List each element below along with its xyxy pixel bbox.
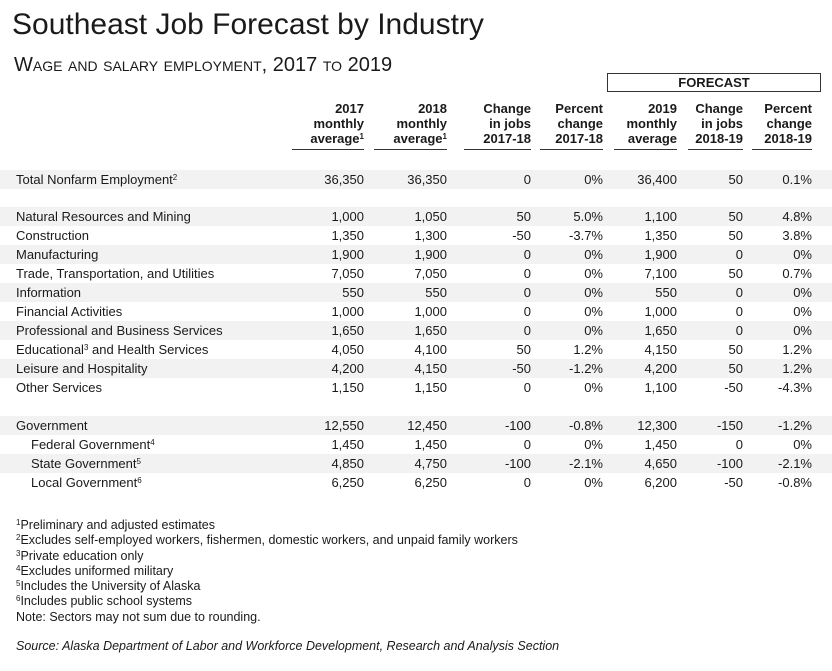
- row-label: [16, 378, 102, 397]
- footnote-marker: 4: [16, 563, 21, 573]
- footnote-text: Includes the University of Alaska: [20, 579, 201, 594]
- table-cell: -50: [512, 228, 531, 243]
- table-cell: 0: [523, 304, 531, 319]
- table-row: [0, 473, 832, 492]
- footnote-text: Preliminary and adjusted estimates: [20, 518, 215, 532]
- table-cell: 0%: [584, 172, 603, 187]
- footnote-marker: 1: [442, 132, 447, 141]
- row-label: [31, 473, 142, 492]
- footnotes: [16, 518, 518, 625]
- table-cell: -2.1%: [569, 456, 603, 471]
- table-cell: 1,650: [331, 323, 364, 338]
- column-header-underline: [752, 149, 812, 150]
- column-header-line: average$^1$: [310, 131, 364, 146]
- table-cell: 4,200: [644, 361, 677, 376]
- table-cell: 4,150: [644, 342, 677, 357]
- row-label-text: Other Services: [16, 380, 102, 395]
- column-header-underline: [464, 149, 531, 150]
- table-cell: 1,000: [331, 304, 364, 319]
- table-cell: 7,050: [331, 266, 364, 281]
- column-header-line: Change: [483, 101, 531, 116]
- table-cell: 0: [735, 323, 743, 338]
- column-header-line: average$^1$: [393, 131, 447, 146]
- table-cell: 12,550: [324, 418, 364, 433]
- column-header: [750, 101, 812, 146]
- table-cell: 4.8%: [782, 209, 812, 224]
- footnote-marker: 5: [136, 457, 141, 466]
- footnote-text: Private education only: [20, 548, 144, 563]
- table-cell: 1,900: [331, 247, 364, 262]
- table-cell: 550: [425, 285, 447, 300]
- row-label: [16, 416, 88, 435]
- table-cell: 36,350: [324, 172, 364, 187]
- table-cell: 0.7%: [782, 266, 812, 281]
- column-header-line: average: [627, 131, 677, 146]
- table-cell: 50: [516, 342, 531, 357]
- row-label-text: Financial Activities: [16, 304, 123, 319]
- table-cell: 0: [735, 247, 743, 262]
- table-row: [0, 435, 832, 454]
- table-cell: 1,100: [644, 209, 677, 224]
- column-header-line: Change: [695, 101, 743, 116]
- table-cell: 1,300: [414, 228, 447, 243]
- footnote: [16, 518, 518, 533]
- footnote-marker: 1: [16, 518, 21, 527]
- row-label-text: Construction: [16, 228, 89, 243]
- table-cell: 550: [655, 285, 677, 300]
- column-header: [290, 101, 364, 146]
- table-cell: 50: [728, 228, 743, 243]
- table-cell: 50: [728, 342, 743, 357]
- table-cell: 6,250: [414, 475, 447, 490]
- row-label: [16, 245, 98, 264]
- table-cell: 12,450: [407, 418, 447, 433]
- table-cell: 1,000: [414, 304, 447, 319]
- table-cell: -1.2%: [778, 418, 812, 433]
- page-title: Southeast Job Forecast by Industry: [12, 8, 484, 41]
- row-label: [16, 302, 122, 321]
- table-row: [0, 264, 832, 283]
- row-label-text: Government: [16, 418, 88, 433]
- table-cell: 0%: [793, 304, 812, 319]
- row-label-text: Professional and Business Services: [16, 323, 223, 338]
- table-cell: 0: [523, 247, 531, 262]
- table-cell: 0: [735, 285, 743, 300]
- column-header-underline: [688, 149, 743, 150]
- table-row: [0, 340, 832, 359]
- column-header-line: 2017: [335, 101, 364, 116]
- table-cell: -150: [716, 418, 743, 433]
- table-cell: 36,400: [637, 172, 677, 187]
- column-header: [372, 101, 447, 146]
- table-cell: 0%: [584, 266, 603, 281]
- table-cell: 1,100: [644, 380, 677, 395]
- footnote: [16, 564, 518, 579]
- footnote: [16, 579, 518, 594]
- table-cell: 1,650: [414, 323, 447, 338]
- table-cell: 1.2%: [782, 342, 812, 357]
- row-label-text: and Health Services: [88, 342, 209, 357]
- row-label: [31, 454, 141, 473]
- footnote: [16, 594, 518, 609]
- table-cell: 1,450: [644, 437, 677, 452]
- table-cell: 0: [523, 323, 531, 338]
- table-cell: 0: [735, 437, 743, 452]
- column-header-line: monthly: [626, 116, 677, 131]
- forecast-header-box: FORECAST: [607, 73, 821, 92]
- row-label-text: Federal Government: [31, 437, 151, 452]
- table-cell: 0: [523, 475, 531, 490]
- table-cell: 550: [342, 285, 364, 300]
- footnote: [16, 610, 518, 625]
- row-label-text: Educational: [16, 342, 84, 357]
- column-header-line: in jobs: [489, 116, 531, 131]
- footnote-marker: 1: [359, 132, 364, 141]
- table-cell: 0%: [793, 437, 812, 452]
- row-label-text: Total Nonfarm Employment: [16, 172, 173, 187]
- table-row: [0, 416, 832, 435]
- table-cell: -3.7%: [569, 228, 603, 243]
- table-cell: 0%: [584, 437, 603, 452]
- table-cell: 7,050: [414, 266, 447, 281]
- table-cell: 4,150: [414, 361, 447, 376]
- row-label-text: Information: [16, 285, 82, 300]
- table-cell: -50: [724, 380, 743, 395]
- column-header-line: 2019: [648, 101, 677, 116]
- table-row: [0, 454, 832, 473]
- table-cell: -1.2%: [569, 361, 603, 376]
- row-label: [16, 359, 148, 378]
- table-cell: 0%: [584, 285, 603, 300]
- page-subtitle: Wage and salary employment, 2017 to 2019: [14, 54, 393, 76]
- footnote-marker: 2: [16, 533, 21, 543]
- table-cell: 1,150: [414, 380, 447, 395]
- table-cell: 0.1%: [782, 172, 812, 187]
- table-cell: 1,650: [644, 323, 677, 338]
- table-cell: 4,850: [331, 456, 364, 471]
- table-cell: -50: [724, 475, 743, 490]
- table-cell: 50: [728, 266, 743, 281]
- column-header: [612, 101, 677, 146]
- footnote-text: Excludes uniformed military: [20, 563, 174, 578]
- column-header-line: 2017-18: [555, 131, 603, 146]
- table-cell: 0%: [584, 475, 603, 490]
- table-row: [0, 226, 832, 245]
- table-row: [0, 378, 832, 397]
- table-cell: 0%: [584, 323, 603, 338]
- row-label: [16, 170, 177, 189]
- table-cell: 0: [523, 172, 531, 187]
- column-header-line: 2017-18: [483, 131, 531, 146]
- table-cell: 4,750: [414, 456, 447, 471]
- table-cell: 4,100: [414, 342, 447, 357]
- column-header-underline: [374, 149, 447, 150]
- row-label: [16, 283, 81, 302]
- footnote-marker: 3: [16, 548, 21, 558]
- table-cell: 1,050: [414, 209, 447, 224]
- table-cell: 0: [735, 304, 743, 319]
- table-row: [0, 207, 832, 226]
- footnote-marker: 3: [83, 343, 89, 352]
- footnote-marker: 5: [16, 579, 21, 589]
- table-cell: 6,200: [644, 475, 677, 490]
- table-cell: 12,300: [637, 418, 677, 433]
- table-cell: 1,900: [414, 247, 447, 262]
- row-label-text: State Government: [31, 456, 137, 471]
- table-cell: 4,200: [331, 361, 364, 376]
- table-cell: 4,050: [331, 342, 364, 357]
- table-cell: 5.0%: [573, 209, 603, 224]
- table-cell: 0%: [793, 323, 812, 338]
- table-cell: -0.8%: [778, 475, 812, 490]
- table-cell: 0: [523, 380, 531, 395]
- row-label: [16, 321, 223, 340]
- table-cell: 50: [516, 209, 531, 224]
- table-cell: -100: [716, 456, 743, 471]
- table-cell: 7,100: [644, 266, 677, 281]
- column-header-line: 2018: [418, 101, 447, 116]
- table-row: [0, 245, 832, 264]
- column-header-line: Percent: [764, 101, 812, 116]
- table-cell: 0: [523, 285, 531, 300]
- table-cell: 0%: [584, 380, 603, 395]
- table-cell: 6,250: [331, 475, 364, 490]
- table-row: [0, 359, 832, 378]
- column-header-underline: [292, 149, 364, 150]
- table-cell: 50: [728, 361, 743, 376]
- footnote: [16, 533, 518, 548]
- column-header-line: monthly: [396, 116, 447, 131]
- row-label: [16, 264, 214, 283]
- row-label: [16, 207, 191, 226]
- table-row: [0, 283, 832, 302]
- column-header: [686, 101, 743, 146]
- column-header-line: change: [766, 116, 812, 131]
- footnote-text: Excludes self-employed workers, fishermen, domestic workers, and unpaid family workers: [20, 533, 518, 548]
- row-label: [16, 340, 208, 359]
- row-label: [31, 435, 155, 454]
- table-cell: 50: [728, 172, 743, 187]
- table-cell: 0%: [793, 285, 812, 300]
- table-cell: 1,350: [331, 228, 364, 243]
- column-header-underline: [540, 149, 603, 150]
- table-cell: 1,450: [331, 437, 364, 452]
- table-cell: 1,350: [644, 228, 677, 243]
- table-cell: 0: [523, 266, 531, 281]
- footnote-marker: 4: [150, 438, 155, 447]
- table-row: [0, 321, 832, 340]
- column-header-line: change: [557, 116, 603, 131]
- column-header: [538, 101, 603, 146]
- table-cell: 1,000: [644, 304, 677, 319]
- table-cell: -2.1%: [778, 456, 812, 471]
- table-cell: -50: [512, 361, 531, 376]
- column-header: [462, 101, 531, 146]
- table-cell: -100: [504, 418, 531, 433]
- source-note: Source: Alaska Department of Labor and Workforce Development, Research and Analysis Section: [16, 639, 560, 653]
- row-label-text: Manufacturing: [16, 247, 99, 262]
- table-row: [0, 170, 832, 189]
- table-cell: 0: [523, 437, 531, 452]
- table-cell: 50: [728, 209, 743, 224]
- table-cell: 0%: [793, 247, 812, 262]
- footnote: [16, 549, 518, 564]
- footnote-marker: 2: [172, 173, 178, 182]
- table-cell: 1,150: [331, 380, 364, 395]
- column-header-line: monthly: [313, 116, 364, 131]
- table-cell: 1.2%: [782, 361, 812, 376]
- row-label-text: Leisure and Hospitality: [16, 361, 148, 376]
- table-cell: -100: [504, 456, 531, 471]
- table-cell: 1,000: [331, 209, 364, 224]
- column-header-line: 2018-19: [695, 131, 743, 146]
- footnote-text: Includes public school systems: [20, 594, 193, 609]
- row-label-text: Local Government: [31, 475, 138, 490]
- table-cell: 36,350: [407, 172, 447, 187]
- table-cell: 3.8%: [782, 228, 812, 243]
- row-label: [16, 226, 89, 245]
- footnote-marker: 6: [16, 594, 21, 604]
- column-header-line: Percent: [555, 101, 603, 116]
- row-label-text: Natural Resources and Mining: [16, 209, 191, 224]
- footnote-text: Note: Sectors may not sum due to rounding.: [16, 609, 261, 624]
- table-cell: 1.2%: [573, 342, 603, 357]
- table-cell: 0%: [584, 304, 603, 319]
- footnote-marker: 6: [137, 476, 142, 485]
- table-cell: 4,650: [644, 456, 677, 471]
- table-row: [0, 302, 832, 321]
- column-header-underline: [614, 149, 677, 150]
- table-cell: -4.3%: [778, 380, 812, 395]
- table-cell: 1,450: [414, 437, 447, 452]
- table-cell: -0.8%: [569, 418, 603, 433]
- table-cell: 1,900: [644, 247, 677, 262]
- column-header-line: in jobs: [701, 116, 743, 131]
- table-cell: 0%: [584, 247, 603, 262]
- column-header-line: 2018-19: [764, 131, 812, 146]
- row-label-text: Trade, Transportation, and Utilities: [16, 266, 215, 281]
